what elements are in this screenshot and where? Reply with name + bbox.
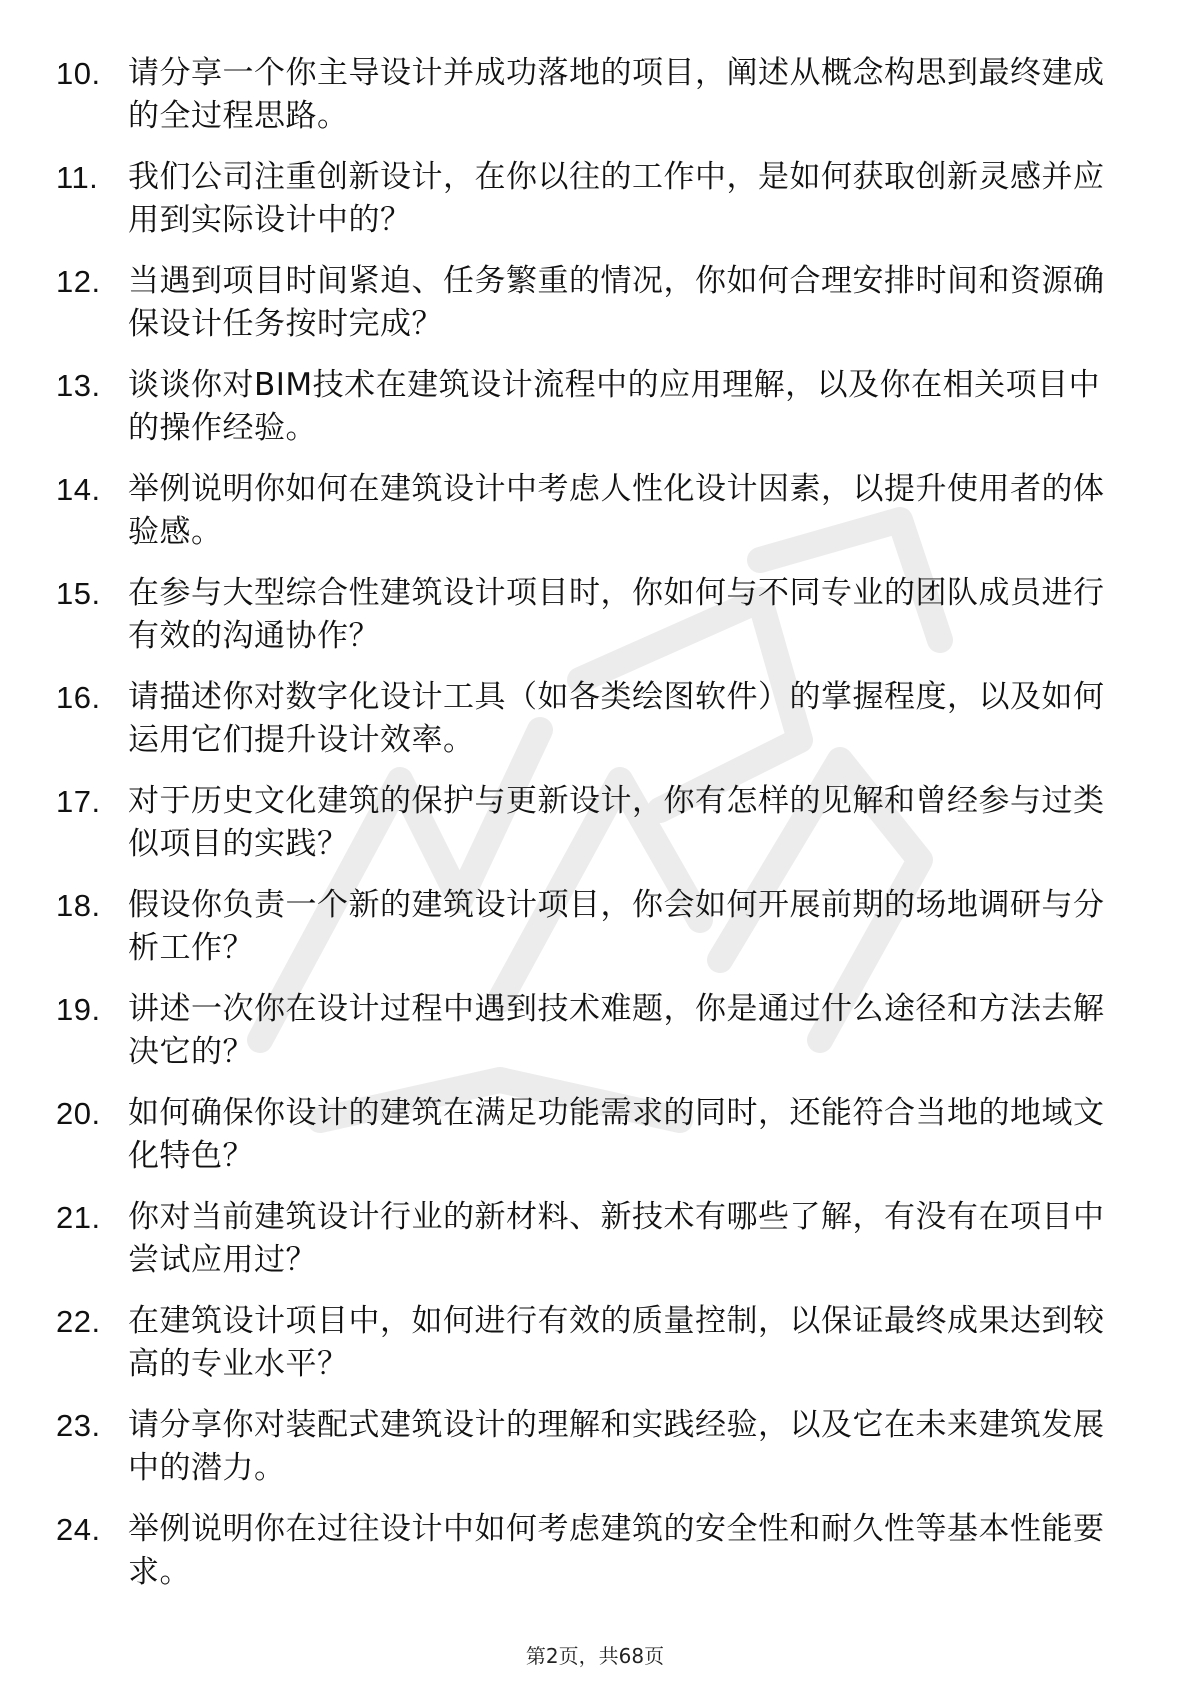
question-text: 在参与大型综合性建筑设计项目时，你如何与不同专业的团队成员进行有效的沟通协作？	[128, 575, 1105, 654]
question-number: 23.	[56, 1408, 101, 1443]
question-text: 假设你负责一个新的建筑设计项目，你会如何开展前期的场地调研与分析工作？	[128, 887, 1105, 966]
question-number: 19.	[56, 992, 101, 1027]
question-text: 举例说明你在过往设计中如何考虑建筑的安全性和耐久性等基本性能要求。	[128, 1511, 1105, 1590]
question-text: 你对当前建筑设计行业的新材料、新技术有哪些了解，有没有在项目中尝试应用过？	[128, 1199, 1105, 1278]
question-item	[56, 1300, 1116, 1386]
question-text: 请描述你对数字化设计工具（如各类绘图软件）的掌握程度，以及如何运用它们提升设计效率。	[128, 679, 1105, 758]
question-text: 谈谈你对BIM技术在建筑设计流程中的应用理解，以及你在相关项目中的操作经验。	[128, 367, 1101, 446]
question-number: 17.	[56, 784, 101, 819]
question-text: 当遇到项目时间紧迫、任务繁重的情况，你如何合理安排时间和资源确保设计任务按时完成？	[128, 263, 1105, 342]
question-item	[56, 572, 1116, 658]
question-number: 11.	[56, 160, 99, 195]
question-item	[56, 1092, 1116, 1178]
question-text: 在建筑设计项目中，如何进行有效的质量控制，以保证最终成果达到较高的专业水平？	[128, 1303, 1105, 1382]
question-text: 请分享你对装配式建筑设计的理解和实践经验，以及它在未来建筑发展中的潜力。	[128, 1407, 1105, 1486]
question-number: 14.	[56, 472, 101, 507]
question-number: 16.	[56, 680, 101, 715]
question-item	[56, 884, 1116, 970]
question-item	[56, 1196, 1116, 1282]
question-item	[56, 1404, 1116, 1490]
question-text: 如何确保你设计的建筑在满足功能需求的同时，还能符合当地的地域文化特色？	[128, 1095, 1105, 1174]
question-list	[56, 52, 1116, 1612]
question-number: 12.	[56, 264, 101, 299]
question-text: 对于历史文化建筑的保护与更新设计，你有怎样的见解和曾经参与过类似项目的实践？	[128, 783, 1105, 862]
question-number: 15.	[56, 576, 101, 611]
question-text: 请分享一个你主导设计并成功落地的项目，阐述从概念构思到最终建成的全过程思路。	[128, 55, 1105, 134]
question-item	[56, 988, 1116, 1074]
question-item	[56, 364, 1116, 450]
question-item	[56, 156, 1116, 242]
question-number: 10.	[56, 56, 101, 91]
question-item	[56, 676, 1116, 762]
question-item	[56, 1508, 1116, 1594]
question-text: 讲述一次你在设计过程中遇到技术难题，你是通过什么途径和方法去解决它的？	[128, 991, 1105, 1070]
question-text: 我们公司注重创新设计，在你以往的工作中，是如何获取创新灵感并应用到实际设计中的？	[128, 159, 1105, 238]
question-item	[56, 468, 1116, 554]
question-number: 18.	[56, 888, 101, 923]
question-number: 22.	[56, 1304, 101, 1339]
question-number: 24.	[56, 1512, 101, 1547]
question-item	[56, 52, 1116, 138]
question-item	[56, 780, 1116, 866]
question-number: 21.	[56, 1200, 101, 1235]
question-text: 举例说明你如何在建筑设计中考虑人性化设计因素，以提升使用者的体验感。	[128, 471, 1105, 550]
question-number: 13.	[56, 368, 101, 403]
question-item	[56, 260, 1116, 346]
question-number: 20.	[56, 1096, 101, 1131]
page-footer: 第2页，共68页	[525, 1644, 665, 1668]
